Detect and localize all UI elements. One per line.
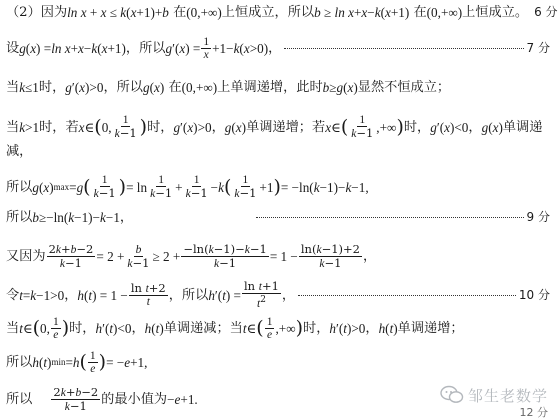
- dotted-leader: [298, 295, 516, 296]
- watermark: [440, 384, 548, 406]
- solution-line-6: 所以 g ( x ) max = g ( $\frac{1}{k-1}$ ) = ln $\frac{1}{k-1}$ + $\frac{1}{k-1}$ − k ( $\frac{1}{k-1}$ +1 ) = −ln( k −1)− k −1,: [6, 174, 369, 200]
- solution-line-12: 所以 $\frac{2k+b-2}{k-1}$ 的最小值为 − e +1.: [6, 385, 198, 413]
- solution-line-4: 当 k >1 时，若 x ∈ ( 0, $\frac{1}{k-1}$ ) 时， g ′( x )>0 ， g ( x ) 单调递增；若 x ∈ ( $\frac{1}{k-1}$ ,+∞ ) 时， g ′( x )<0 ， g ( x ) 单调递: [6, 114, 543, 140]
- solution-line-5: 减，: [6, 144, 33, 159]
- score-mark: 6 分: [534, 5, 558, 19]
- solution-line-11: 所以 h ( t ) min = h ( $\frac{1}{e}$ ) = − e +1,: [6, 350, 148, 375]
- solution-line-9: 令 t = k −1>0 ， h ( t ) = 1 − $\frac{\text{ln t+2}}{t}$ ，所以 h ′( t ) = $\frac{\text{ln t+1}}{t^2}$ ， 10 分: [6, 279, 550, 310]
- score-mark: 7 分: [526, 41, 550, 55]
- watermark-text: 邹生老数学: [468, 386, 549, 405]
- wechat-icon: [440, 384, 464, 406]
- solution-line-10: 当 t ∈ ( 0, $\frac{1}{e}$ ) 时， h ′( t )<0 ， h ( t ) 单调递减；当 t ∈ ( $\frac{1}{e}$ ,+∞ ) 时， h ′( t )>0 ， h ( t ) 单调递增；: [6, 316, 464, 341]
- corner-score: 12 分: [519, 406, 548, 419]
- score-mark: 10 分: [518, 287, 550, 302]
- solution-line-8: 又因为 $\frac{2k+b-2}{k-1}$ = 2 + $\frac{b}{k-1}$ ≥ 2 + $\frac{-\ln(k-1)-k-1}{k-1}$ = 1 − $\frac{\ln(k-1)+2}{k-1}$ ，: [6, 242, 377, 270]
- solution-line-2: 设 g ( x ) = ln x + x − k ( x +1) ，所以 g ′( x ) = $\frac{1}{x}$ +1− k ( x >0) ， 7 分: [6, 36, 550, 61]
- dotted-leader: [284, 48, 523, 49]
- dotted-leader: [256, 217, 523, 218]
- solution-line-3: 当 k ≤1 时， g ′( x )>0 ，所以 g ( x ) 在 (0,+∞) 上单调递增，此时 b ≥ g ( x ) 显然不恒成立；: [6, 80, 451, 95]
- solution-line-1: （2）因为 ln x + x ≤ k ( x +1)+ b 在 (0,+∞) 上恒成立，所以 b ≥ ln x + x − k ( x +1) 在 (0,+∞) 上恒成立。 6 分: [6, 5, 558, 20]
- solution-line-7: 所以 b ≥−ln( k −1)− k −1 ， 9 分: [6, 210, 550, 225]
- score-mark: 9 分: [526, 210, 550, 224]
